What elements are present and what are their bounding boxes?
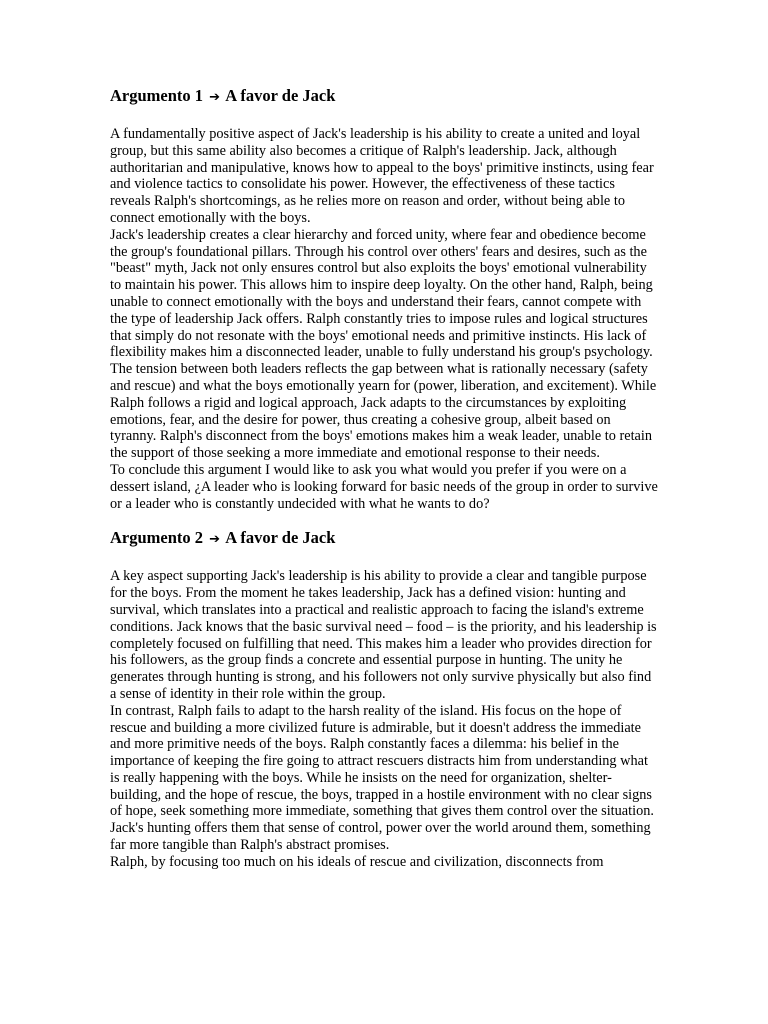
argument-2-label: Argumento 2 bbox=[110, 528, 204, 548]
argument-2-paragraph-3: Ralph, by focusing too much on his ideals of rescue and civilization, disconnects from bbox=[110, 853, 604, 870]
argument-2-paragraph-2: In contrast, Ralph fails to adapt to the harsh reality of the island. His focus on the hope of rescue and building a more civilized future is admirable, but it doesn't address the immediate and more primitive needs of the boys. Ralph constantly faces a dilemma: his belief in the importance of keeping the fire going to attract rescuers distracts him from understanding what is really happening with the boys. While he insists on the need for organization, shelter-building, and the hope of rescue, the boys, trapped in a hostile environment with no clear signs of hope, seek something more immediate, something that gives them control over the situation. Jack's hunting offers them that sense of control, power over the world around them, something far more tangible than Ralph's abstract promises. bbox=[110, 702, 654, 854]
argument-1-section bbox=[110, 86, 658, 512]
argument-2-heading bbox=[110, 528, 658, 550]
arrow-right-icon: ➔ bbox=[209, 532, 221, 548]
argument-1-paragraph-3: The tension between both leaders reflects the gap between what is rationally necessary (safety and rescue) and what the boys emotionally yearn for (power, liberation, and excitement). While Ralph follows a rigid and logical approach, Jack adapts to the circumstances by exploiting emotions, fear, and the desire for power, thus creating a cohesive group, albeit based on tyranny. Ralph's disconnect from the boys' emotions makes him a weak leader, unable to retain the support of those seeking a more immediate and emotional response to their needs. bbox=[110, 361, 657, 462]
argument-2-paragraph-1: A key aspect supporting Jack's leadership is his ability to provide a clear and tangible purpose for the boys. From the moment he takes leadership, Jack has a defined vision: hunting and survival, which translates into a practical and realistic approach to facing the island's extreme conditions. Jack knows that the basic survival need – food – is the priority, and his leadership is completely focused on fulfilling that need. This makes him a leader who provides direction for his followers, as the group finds a concrete and essential purpose in hunting. The unity he generates through hunting is strong, and his followers not only survive physically but also find a sense of identity in their role within the group. bbox=[110, 568, 657, 702]
argument-1-heading bbox=[110, 86, 658, 108]
argument-1-paragraph-1: A fundamentally positive aspect of Jack's leadership is his ability to create a united and loyal group, but this same ability also becomes a critique of Ralph's leadership. Jack, although authoritarian and manipulative, knows how to appeal to the boys' primitive instincts, using fear and violence tactics to consolidate his power. However, the effectiveness of these tactics reveals Ralph's shortcomings, as he relies more on reason and order, without being able to connect emotionally with the boys. bbox=[110, 126, 654, 226]
argument-1-paragraph-4: To conclude this argument I would like to ask you what would you prefer if you were on a dessert island, ¿A leader who is looking forward for basic needs of the group in order to survive or a leader who is constantly undecided with what he wants to do? bbox=[110, 461, 658, 512]
argument-1-paragraph-2: Jack's leadership creates a clear hierarchy and forced unity, where fear and obedience become the group's foundational pillars. Through his control over others' fears and desires, such as the "beast" myth, Jack not only ensures control but also exploits the boys' emotional vulnerability to maintain his power. This allows him to inspire deep loyalty. On the other hand, Ralph, being unable to connect emotionally with the boys and understand their fears, cannot compete with the type of leadership Jack offers. Ralph constantly tries to impose rules and logical structures that simply do not resonate with the boys' emotional needs and primitive instincts. His lack of flexibility makes him a disconnected leader, unable to fully understand his group's psychology. bbox=[110, 226, 653, 361]
argument-2-section bbox=[110, 528, 658, 870]
document-page bbox=[110, 86, 658, 871]
argument-2-target: A favor de Jack bbox=[225, 528, 336, 548]
argument-1-target: A favor de Jack bbox=[225, 86, 336, 105]
argument-1-label: Argumento 1 bbox=[110, 86, 204, 105]
arrow-right-icon: ➔ bbox=[209, 90, 221, 105]
